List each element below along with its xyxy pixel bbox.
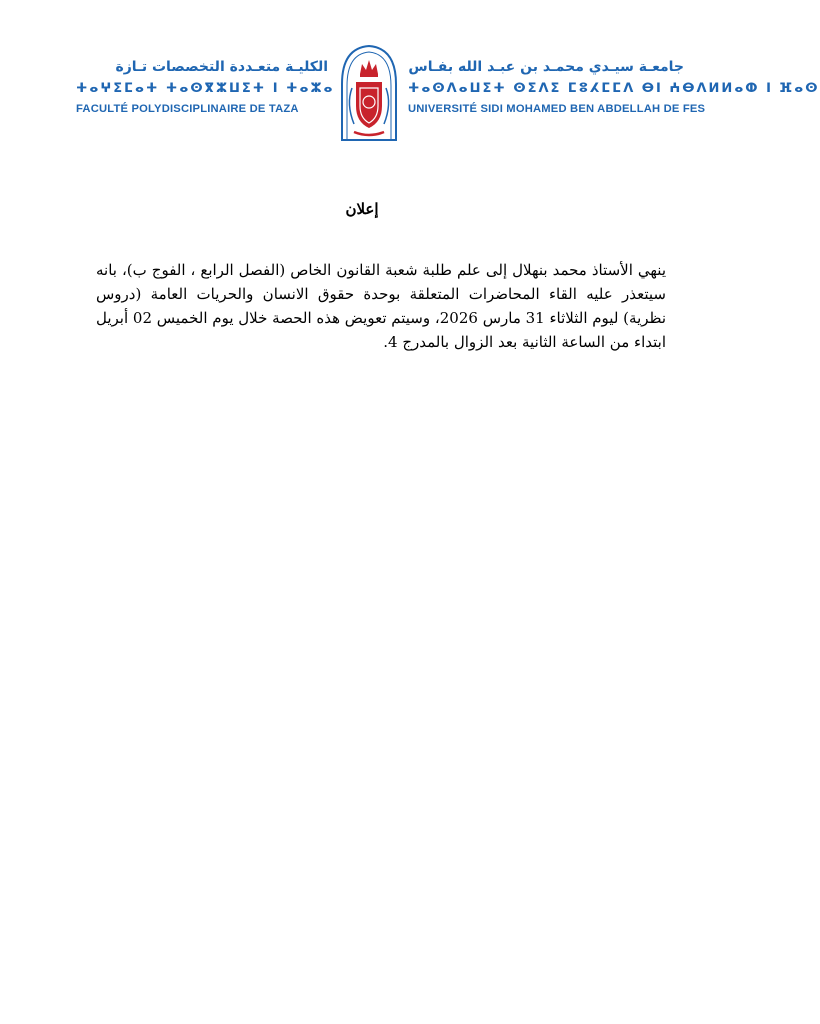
university-block <box>408 56 820 118</box>
announcement-body: ينهي الأستاذ محمد بنهلال إلى علم طلبة شعبة القانون الخاص (الفصل الرابع ، الفوج ب)، بانه سيتعذر عليه القاء المحاضرات المتعلقة بوحدة حقوق الانسان والحريات العامة (دروس نظرية) ليوم الثلاثاء 31 مارس 2026، وسيتم تعويض هذه الحصة خلال يوم الخميس 02 أبريل ابتداء من الساعة الثانية بعد الزوال بالمدرج 4. <box>95 261 666 351</box>
university-name-tifinagh: ⵜⴰⵙⴷⴰⵡⵉⵜ ⵙⵉⴷⵉ ⵎⵓⵃⵎⵎⴷ ⴱⵏ ⵄⴱⴷⵍⵍⴰⵀ ⵏ ⴼⴰⵙ <box>408 81 820 96</box>
faculty-name-tifinagh: ⵜⴰⵖⵉⵎⴰⵜ ⵜⴰⵙⴳⵣⵡⵉⵜ ⵏ ⵜⴰⵣⴰ <box>76 81 335 96</box>
faculty-name-arabic: الكليـة متعـددة التخصصات تـازة <box>115 59 328 75</box>
letterhead <box>0 40 820 150</box>
university-emblem-icon <box>336 44 402 144</box>
faculty-block <box>76 56 335 118</box>
faculty-name-french: FACULTÉ POLYDISCIPLINAIRE DE TAZA <box>76 103 299 115</box>
university-name-french: UNIVERSITÉ SIDI MOHAMED BEN ABDELLAH DE FES <box>408 103 706 115</box>
university-name-arabic: جامعـة سيـدي محمـد بن عبـد الله بفـاس <box>408 59 684 75</box>
announcement-title: إعلان <box>345 200 379 218</box>
